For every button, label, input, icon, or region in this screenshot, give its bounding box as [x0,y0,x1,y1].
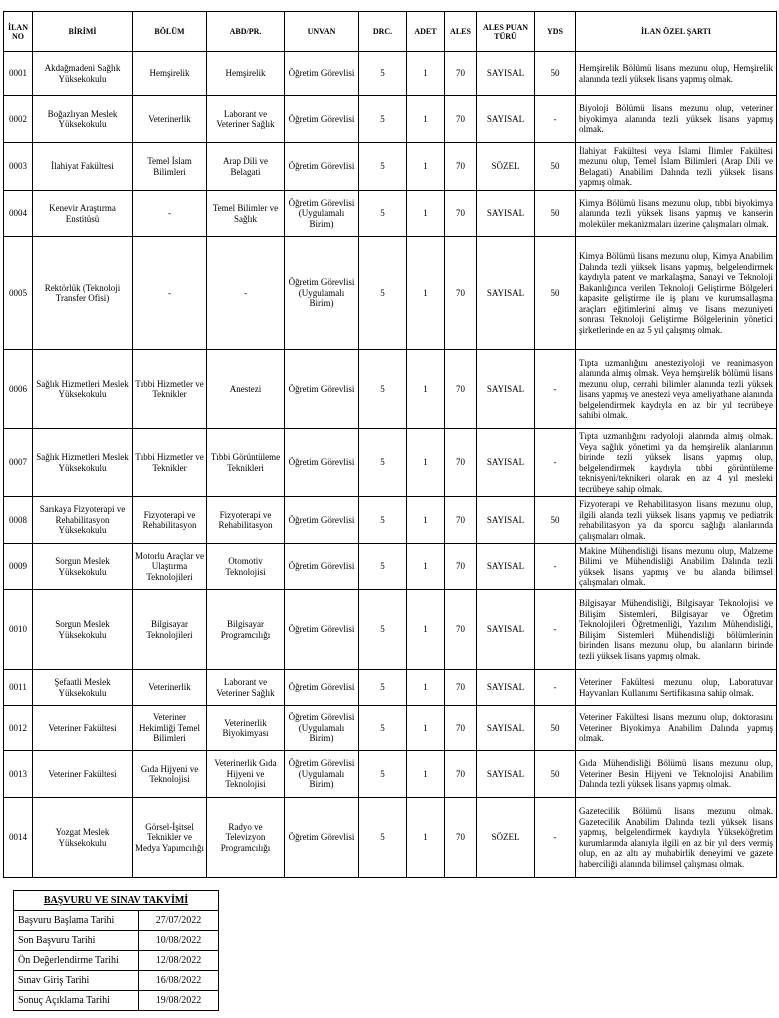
calendar-title: BAŞVURU VE SINAV TAKVİMİ [14,891,219,911]
cell-adet: 1 [407,191,445,237]
cell-ozel-sart: Kimya Bölümü lisans mezunu olup, Kimya Anabilim Dalında tezli yüksek lisans yapmış, belgelendirmek kaydıyla patent ve markalaşma, Sanayi ve Teknoloji Bakanlığınca verilen Teknoloji Geliştirme Bölgeleri kapasite geliştirme ile iş planı ve kurumsallaşma araçları eğitimlerini almış ve lisans mezuniyeti sonrası Teknoloji Geliştirme Bölgelerinin yönetici şirketlerinde en az 5 yıl çalışmış olmak. [576,237,777,350]
cell-ozel-sart: Hemşirelik Bölümü lisans mezunu olup, Hemşirelik alanında tezli yüksek lisans yapmış olmak. [576,52,777,96]
cell-abd: Radyo ve Televizyon Programcılığı [207,798,285,878]
cell-puan-turu: SAYISAL [477,237,535,350]
cell-ales: 70 [445,237,477,350]
cell-ilan-no: 0008 [4,497,33,544]
cell-abd: Tıbbi Görüntüleme Teknikleri [207,429,285,497]
cell-adet: 1 [407,497,445,544]
cell-puan-turu: SAYISAL [477,191,535,237]
cell-drc: 5 [359,590,407,670]
table-row [4,706,777,751]
calendar-row [14,971,219,991]
table-row [4,350,777,429]
calendar-label: Son Başvuru Tarihi [14,931,139,951]
table-row [4,497,777,544]
cell-ozel-sart: Tıpta uzmanlığını anesteziyoloji ve reanimasyon alanında almış olmak. Veya hemşirelik bölümü lisans mezunu olup, cerrahi bilimler alanında tezli yüksek lisans yapmış ve anestezi veya ameliyathane alanında belgelendirmek kaydıyla en az bir yıl tecrübeye sahibi olmak. [576,350,777,429]
cell-unvan: Öğretim Görevlisi [285,429,359,497]
cell-drc: 5 [359,751,407,798]
cell-puan-turu: SAYISAL [477,544,535,590]
cell-ilan-no: 0014 [4,798,33,878]
cell-ilan-no: 0002 [4,96,33,143]
cell-abd: - [207,237,285,350]
calendar-row [14,911,219,931]
cell-puan-turu: SAYISAL [477,706,535,751]
cell-bolum: Temel İslam Bilimleri [133,143,207,191]
header-adet: ADET [407,12,445,52]
cell-puan-turu: SÖZEL [477,143,535,191]
calendar-date: 12/08/2022 [139,951,219,971]
cell-abd: Veterinerlik Gıda Hijyeni ve Teknolojisi [207,751,285,798]
table-row [4,751,777,798]
calendar-label: Ön Değerlendirme Tarihi [14,951,139,971]
header-bolum: BÖLÜM [133,12,207,52]
cell-ales: 70 [445,798,477,878]
cell-unvan: Öğretim Görevlisi (Uygulamalı Birim) [285,191,359,237]
calendar-row [14,931,219,951]
header-ilan-no: İLAN NO [4,12,33,52]
cell-bolum: Motorlu Araçlar ve Ulaştırma Teknolojileri [133,544,207,590]
cell-drc: 5 [359,497,407,544]
header-sart: İLAN ÖZEL ŞARTI [576,12,777,52]
cell-birim: Sağlık Hizmetleri Meslek Yüksekokulu [33,429,133,497]
table-row [4,237,777,350]
cell-unvan: Öğretim Görevlisi (Uygulamalı Birim) [285,706,359,751]
cell-adet: 1 [407,706,445,751]
cell-unvan: Öğretim Görevlisi [285,590,359,670]
header-ales: ALES [445,12,477,52]
cell-ales: 70 [445,497,477,544]
cell-ozel-sart: Biyoloji Bölümü lisans mezunu olup, veteriner biyokimya alanında tezli yüksek lisans yapmış olmak. [576,96,777,143]
ilan-table [3,11,777,878]
cell-bolum: Görsel-İşitsel Teknikler ve Medya Yapımcılığı [133,798,207,878]
table-row [4,191,777,237]
cell-ozel-sart: Gazetecilik Bölümü lisans mezunu olmak. Gazetecilik Anabilim Dalında tezli yüksek lisans yapmış, belgelendirmek kaydıyla Yükseköğretim kurumlarında alanıyla ilgili en az bir yıl ders vermiş olup, en az altı ay muhabirlik deneyimi ve gazete haberciliği alanında bilimsel çalışması olmak. [576,798,777,878]
cell-ilan-no: 0012 [4,706,33,751]
cell-ilan-no: 0001 [4,52,33,96]
cell-yds: 50 [535,143,576,191]
cell-adet: 1 [407,350,445,429]
cell-ozel-sart: Veteriner Fakültesi mezunu olup, Laboratuvar Hayvanları Kullanımı Sertifikasına sahip olmak. [576,670,777,706]
header-unvan: UNVAN [285,12,359,52]
cell-bolum: - [133,191,207,237]
cell-adet: 1 [407,751,445,798]
calendar-label: Sonuç Açıklama Tarihi [14,991,139,1011]
cell-drc: 5 [359,52,407,96]
cell-ozel-sart: Fizyoterapi ve Rehabilitasyon lisans mezunu olup, ilgili alanda tezli yüksek lisans yapmış ve pediatrik rehabilitasyon ya da sporcu sağlığı alanlarında çalışmaları olmak. [576,497,777,544]
table-row [4,798,777,878]
calendar-date: 19/08/2022 [139,991,219,1011]
cell-abd: Laborant ve Veteriner Sağlık [207,670,285,706]
header-drc: DRC. [359,12,407,52]
cell-puan-turu: SAYISAL [477,497,535,544]
cell-drc: 5 [359,191,407,237]
header-birimi: BİRİMİ [33,12,133,52]
cell-yds: - [535,590,576,670]
cell-ales: 70 [445,143,477,191]
cell-drc: 5 [359,237,407,350]
cell-ozel-sart: İlahiyat Fakültesi veya İslami İlimler Fakültesi mezunu olup, Temel İslam Bilimleri (Arap Dili ve Belagati) Anabilim Dalında tezli yüksek lisans yapmış olmak. [576,143,777,191]
cell-unvan: Öğretim Görevlisi (Uygulamalı Birim) [285,237,359,350]
table-row [4,590,777,670]
cell-birim: Akdağmadeni Sağlık Yüksekokulu [33,52,133,96]
table-header-row [4,12,777,52]
cell-abd: Veterinerlik Biyokimyası [207,706,285,751]
header-ales-puan: ALES PUAN TÜRÜ [477,12,535,52]
cell-adet: 1 [407,798,445,878]
cell-birim: Veteriner Fakültesi [33,751,133,798]
cell-ales: 70 [445,751,477,798]
cell-ozel-sart: Tıpta uzmanlığını radyoloji alanında almış olmak. Veya sağlık yönetimi ya da hemşirelik alanlarının birinde tezli yüksek lisans yapmış olup, belgelendirmek kaydıyla tıbbi görüntüleme teknisyeni/teknikeri olarak en az 4 yıl mesleki tecrübeye sahip olmak. [576,429,777,497]
calendar-date: 16/08/2022 [139,971,219,991]
cell-bolum: - [133,237,207,350]
cell-bolum: Tıbbi Hizmetler ve Teknikler [133,350,207,429]
table-row [4,429,777,497]
cell-puan-turu: SAYISAL [477,670,535,706]
cell-abd: Bilgisayar Programcılığı [207,590,285,670]
cell-birim: Yozgat Meslek Yüksekokulu [33,798,133,878]
cell-yds: 50 [535,751,576,798]
cell-unvan: Öğretim Görevlisi [285,798,359,878]
cell-puan-turu: SAYISAL [477,429,535,497]
cell-birim: Sorgun Meslek Yüksekokulu [33,544,133,590]
cell-yds: 50 [535,497,576,544]
cell-abd: Hemşirelik [207,52,285,96]
cell-birim: Kenevir Araştırma Enstitüsü [33,191,133,237]
cell-bolum: Veteriner Hekimliği Temel Bilimleri [133,706,207,751]
cell-ozel-sart: Makine Mühendisliği lisans mezunu olup, Malzeme Bilimi ve Mühendisliği Anabilim Dalında tezli yüksek lisans yapmış ve bu alanda bilimsel çalışmaları olmak. [576,544,777,590]
cell-ales: 70 [445,350,477,429]
cell-ilan-no: 0005 [4,237,33,350]
cell-ales: 70 [445,706,477,751]
cell-adet: 1 [407,52,445,96]
cell-bolum: Hemşirelik [133,52,207,96]
cell-ales: 70 [445,670,477,706]
calendar-date: 27/07/2022 [139,911,219,931]
cell-bolum: Tıbbi Hizmetler ve Teknikler [133,429,207,497]
cell-adet: 1 [407,96,445,143]
calendar-row [14,991,219,1011]
cell-drc: 5 [359,429,407,497]
calendar-date: 10/08/2022 [139,931,219,951]
calendar-label: Sınav Giriş Tarihi [14,971,139,991]
cell-abd: Otomotiv Teknolojisi [207,544,285,590]
table-row [4,544,777,590]
cell-ales: 70 [445,191,477,237]
cell-bolum: Bilgisayar Teknolojileri [133,590,207,670]
cell-adet: 1 [407,143,445,191]
cell-ozel-sart: Kimya Bölümü lisans mezunu olup, tıbbi biyokimya alanında tezli yüksek lisans yapmış ve kanserin moleküler mekanizmaları üzerine çalışmaları olmak. [576,191,777,237]
cell-abd: Fizyoterapi ve Rehabilitasyon [207,497,285,544]
cell-birim: Sarıkaya Fizyoterapi ve Rehabilitasyon Yüksekokulu [33,497,133,544]
cell-bolum: Fizyoterapi ve Rehabilitasyon [133,497,207,544]
cell-drc: 5 [359,670,407,706]
cell-ales: 70 [445,96,477,143]
cell-unvan: Öğretim Görevlisi [285,143,359,191]
cell-unvan: Öğretim Görevlisi [285,52,359,96]
cell-birim: Rektörlük (Teknoloji Transfer Ofisi) [33,237,133,350]
cell-yds: 50 [535,52,576,96]
cell-birim: Veteriner Fakültesi [33,706,133,751]
cell-abd: Anestezi [207,350,285,429]
cell-birim: İlahiyat Fakültesi [33,143,133,191]
cell-ozel-sart: Bilgisayar Mühendisliği, Bilgisayar Teknolojisi ve Bilişim Sistemleri, Bilgisayar ve Öğretim Teknolojileri Öğretmenliği, Yazılım Mühendisliği, Bilişim Sistemleri Mühendisliği bölümlerinin birinden lisans mezunu olup, bu alanların birinde tezli yüksek lisans yapmış olmak. [576,590,777,670]
cell-drc: 5 [359,350,407,429]
header-yds: YDS [535,12,576,52]
calendar-label: Başvuru Başlama Tarihi [14,911,139,931]
cell-drc: 5 [359,706,407,751]
cell-unvan: Öğretim Görevlisi (Uygulamalı Birim) [285,751,359,798]
cell-birim: Şefaatli Meslek Yüksekokulu [33,670,133,706]
cell-yds: - [535,798,576,878]
cell-ilan-no: 0003 [4,143,33,191]
table-row [4,96,777,143]
cell-ilan-no: 0009 [4,544,33,590]
cell-puan-turu: SAYISAL [477,590,535,670]
header-abd: ABD/PR. [207,12,285,52]
cell-ales: 70 [445,544,477,590]
cell-ilan-no: 0011 [4,670,33,706]
cell-birim: Sorgun Meslek Yüksekokulu [33,590,133,670]
cell-ilan-no: 0004 [4,191,33,237]
cell-ilan-no: 0010 [4,590,33,670]
cell-yds: 50 [535,237,576,350]
table-row [4,52,777,96]
cell-ales: 70 [445,52,477,96]
calendar-row [14,951,219,971]
cell-yds: 50 [535,706,576,751]
cell-birim: Sağlık Hizmetleri Meslek Yüksekokulu [33,350,133,429]
cell-adet: 1 [407,590,445,670]
cell-drc: 5 [359,143,407,191]
cell-birim: Boğazlıyan Meslek Yüksekokulu [33,96,133,143]
cell-yds: - [535,544,576,590]
cell-adet: 1 [407,670,445,706]
cell-adet: 1 [407,544,445,590]
cell-ales: 70 [445,429,477,497]
table-row [4,670,777,706]
cell-ozel-sart: Gıda Mühendisliği Bölümü lisans mezunu olup, Veteriner Besin Hijyeni ve Teknolojisi Anabilim Dalında tezli yüksek lisans yapmış olmak. [576,751,777,798]
cell-bolum: Veterinerlik [133,96,207,143]
cell-abd: Arap Dili ve Belagati [207,143,285,191]
cell-yds: - [535,350,576,429]
cell-yds: - [535,429,576,497]
cell-adet: 1 [407,237,445,350]
cell-unvan: Öğretim Görevlisi [285,544,359,590]
cell-puan-turu: SÖZEL [477,798,535,878]
cell-adet: 1 [407,429,445,497]
cell-abd: Temel Bilimler ve Sağlık [207,191,285,237]
cell-puan-turu: SAYISAL [477,751,535,798]
cell-ilan-no: 0006 [4,350,33,429]
cell-yds: - [535,96,576,143]
cell-yds: - [535,670,576,706]
cell-ales: 70 [445,590,477,670]
table-row [4,143,777,191]
cell-puan-turu: SAYISAL [477,52,535,96]
cell-unvan: Öğretim Görevlisi [285,670,359,706]
cell-drc: 5 [359,798,407,878]
cell-puan-turu: SAYISAL [477,350,535,429]
cell-ozel-sart: Veteriner Fakültesi lisans mezunu olup, doktorasını Veteriner Biyokimya Anabilim Dalında yapmış olmak. [576,706,777,751]
cell-yds: 50 [535,191,576,237]
cell-abd: Laborant ve Veteriner Sağlık [207,96,285,143]
cell-ilan-no: 0007 [4,429,33,497]
cell-unvan: Öğretim Görevlisi [285,350,359,429]
cell-unvan: Öğretim Görevlisi [285,497,359,544]
cell-unvan: Öğretim Görevlisi [285,96,359,143]
cell-drc: 5 [359,544,407,590]
cell-ilan-no: 0013 [4,751,33,798]
cell-puan-turu: SAYISAL [477,96,535,143]
calendar-table [13,890,219,1011]
cell-drc: 5 [359,96,407,143]
cell-bolum: Veterinerlik [133,670,207,706]
cell-bolum: Gıda Hijyeni ve Teknolojisi [133,751,207,798]
